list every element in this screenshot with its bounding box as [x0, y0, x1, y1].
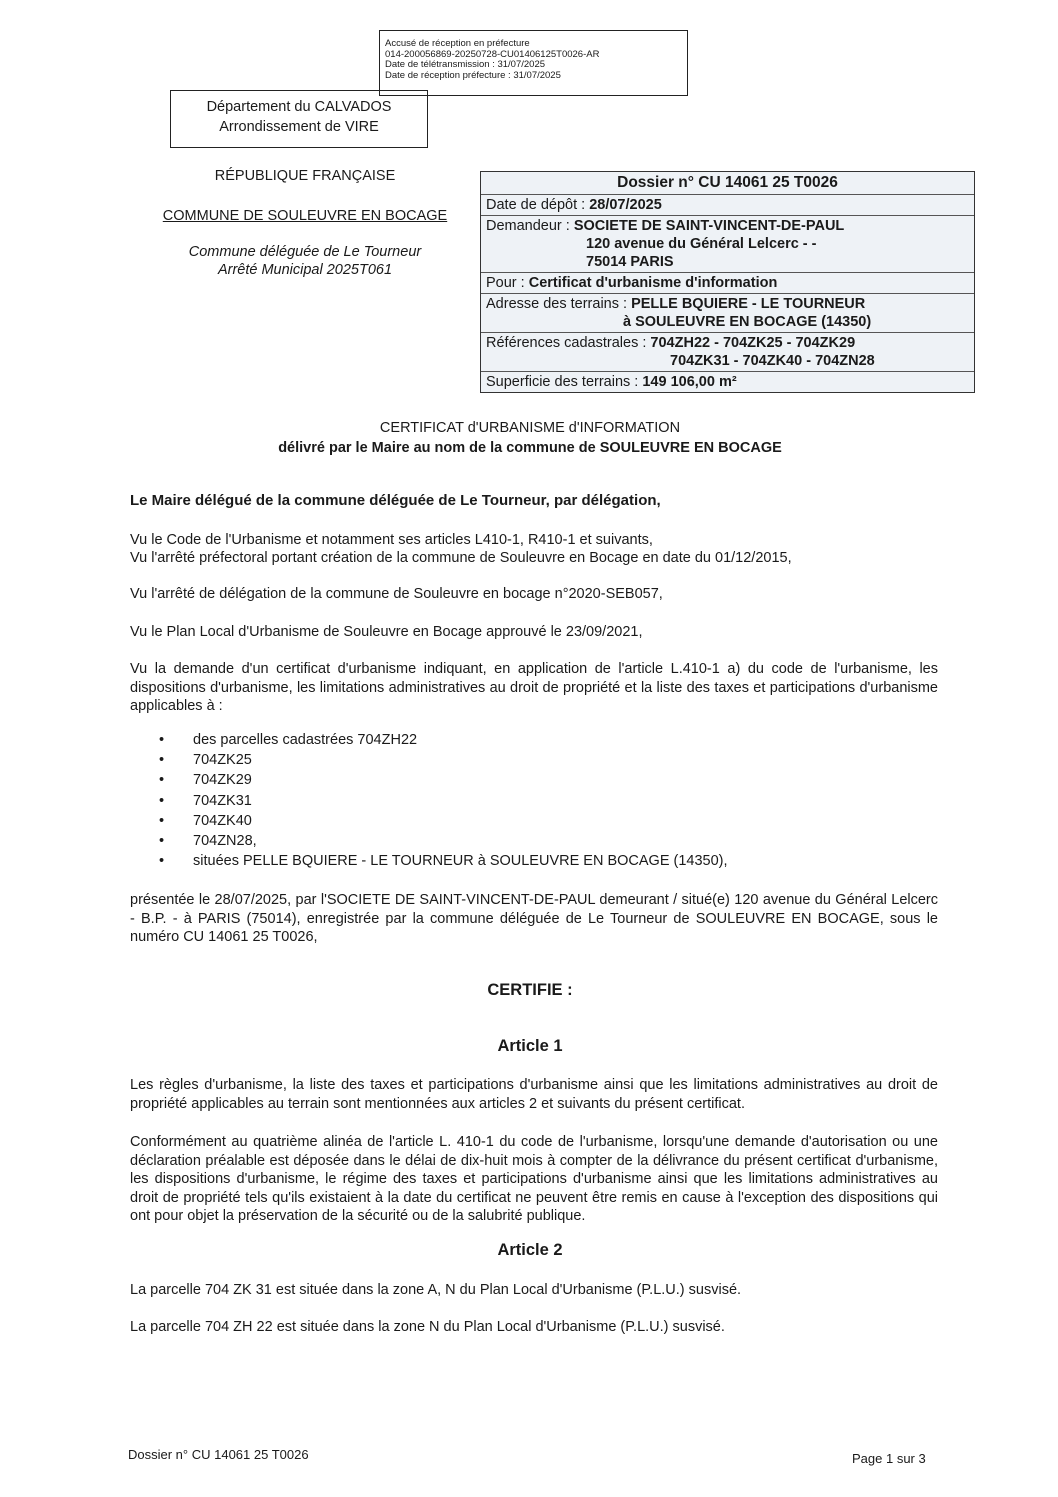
vu-code-urbanisme: Vu le Code de l'Urbanisme et notamment ses articles L410-1, R410-1 et suivants, [130, 532, 653, 548]
presented-paragraph: présentée le 28/07/2025, par l'SOCIETE DE SAINT-VINCENT-DE-PAUL demeurant / situé(e) 120 avenue du Général Lelcerc - B.P. - à PARIS (75014), enregistrée par la commune déléguée de Le Tourneur de SOULEUVRE EN BOCAGE, sous le numéro CU 14061 25 T0026, [130, 892, 938, 945]
applicant-city: 75014 PARIS [586, 254, 674, 270]
stamp-reception-date: Date de réception préfecture : 31/07/2025 [385, 69, 561, 81]
article-2-title: Article 2 [497, 1241, 563, 1259]
page-number: Page 1 sur 3 [852, 1451, 926, 1466]
arrondissement-name: VIRE [344, 119, 379, 135]
article-1-paragraph-2: Conformément au quatrième alinéa de l'article L. 410-1 du code de l'urbanisme, lorsqu'une demande d'autorisation ou une déclaration préalable est déposée dans le délai de dix-huit mois à compter de la délivrance du présent certificat d'urbanisme, les dispositions d'urbanisme, le régime des taxes et participations d'urbanisme ainsi que les limitations administratives au droit de propriété tels qu'ils existaient à la date du certificat ne peuvent être remis en cause à l'exception des dispositions qui ont pour objet la préservation de la sécurité ou de la salubrité publique. [130, 1134, 938, 1224]
prefecture-receipt-stamp [379, 30, 688, 96]
applicant-address: 120 avenue du Général Lelcerc - - [586, 236, 817, 252]
purpose-row: Pour : Certificat d'urbanisme d'information [481, 272, 974, 293]
vu-arrete-delegation: Vu l'arrêté de délégation de la commune de Souleuvre en bocage n°2020-SEB057, [130, 586, 663, 602]
republic-heading: RÉPUBLIQUE FRANÇAISE [214, 168, 396, 184]
vu-plu: Vu le Plan Local d'Urbanisme de Souleuvre en Bocage approuvé le 23/09/2021, [130, 624, 643, 640]
dossier-number: Dossier n° CU 14061 25 T0026 [617, 174, 838, 191]
article-1-paragraph-1: Les règles d'urbanisme, la liste des taxes et participations d'urbanisme ainsi que les limitations administratives au droit de propriété applicables au terrain sont mentionnées aux articles 2 et suivants du présent certificat. [130, 1077, 938, 1112]
cadastral-refs: 704ZH22 - 704ZK25 - 704ZK29 [650, 335, 856, 351]
mayor-statement: Le Maire délégué de la commune déléguée de Le Tourneur, par délégation, [130, 492, 661, 509]
department-name: CALVADOS [314, 99, 392, 115]
certificate-title: CERTIFICAT d'URBANISME d'INFORMATION [379, 420, 681, 436]
purpose-value: Certificat d'urbanisme d'information [528, 275, 778, 291]
department-line: Département du CALVADOS [206, 99, 392, 115]
certificate-subtitle: délivré par le Maire au nom de la commune de SOULEUVRE EN BOCAGE [278, 440, 782, 456]
applicant-row: Demandeur : SOCIETE DE SAINT-VINCENT-DE-PAUL 120 avenue du Général Lelcerc - - 75014 PARIS [481, 215, 974, 272]
deposit-date: 28/07/2025 [589, 197, 662, 213]
cadastral-refs-row: Références cadastrales : 704ZH22 - 704ZK25 - 704ZK29 704ZK31 - 704ZK40 - 704ZN28 [481, 332, 974, 371]
land-area: 149 106,00 m² [642, 374, 737, 390]
list-item: • 704ZK29 [158, 770, 728, 790]
dossier-info-table [480, 171, 975, 393]
land-address-row: Adresse des terrains : PELLE BQUIERE - LE TOURNEUR à SOULEUVRE EN BOCAGE (14350) [481, 293, 974, 332]
deposit-date-row: Date de dépôt : 28/07/2025 [481, 194, 974, 215]
stamp-reference: 014-200056869-20250728-CU01406125T0026-AR [385, 48, 600, 60]
delegated-commune-name: Le Tourneur [343, 244, 422, 260]
commune-heading: COMMUNE DE SOULEUVRE EN BOCAGE [162, 208, 448, 224]
parcel-list [158, 730, 728, 871]
applicant-name: SOCIETE DE SAINT-VINCENT-DE-PAUL [573, 218, 845, 234]
article-2-paragraph-1: La parcelle 704 ZK 31 est située dans la zone A, N du Plan Local d'Urbanisme (P.L.U.) susvisé. [130, 1282, 742, 1298]
land-area-row: Superficie des terrains : 149 106,00 m² [481, 371, 974, 392]
delegated-commune-block: Commune déléguée de Le Tourneur Arrêté Municipal 2025T061 [120, 243, 490, 279]
footer-dossier-number: Dossier n° CU 14061 25 T0026 [128, 1447, 309, 1462]
certifie-heading: CERTIFIE : [487, 981, 573, 999]
list-item: • situées PELLE BQUIERE - LE TOURNEUR à SOULEUVRE EN BOCAGE (14350), [158, 851, 728, 871]
vu-arrete-prefectoral: Vu l'arrêté préfectoral portant création de la commune de Souleuvre en Bocage en date du 01/12/2015, [130, 550, 792, 566]
department-box [170, 90, 428, 148]
list-item: • 704ZK40 [158, 811, 728, 831]
list-item: • 704ZK25 [158, 750, 728, 770]
vu-demande: Vu la demande d'un certificat d'urbanisme indiquant, en application de l'article L.410-1 a) du code de l'urbanisme, les dispositions d'urbanisme, les limitations administratives au droit de propriété et la liste des taxes et participations d'urbanisme applicables à : [130, 661, 938, 714]
municipal-order-number: Arrêté Municipal 2025T061 [217, 262, 393, 278]
land-address-commune: à SOULEUVRE EN BOCAGE (14350) [623, 314, 872, 330]
cadastral-refs-cont: 704ZK31 - 704ZK40 - 704ZN28 [670, 353, 875, 369]
article-2-paragraph-2: La parcelle 704 ZH 22 est située dans la zone N du Plan Local d'Urbanisme (P.L.U.) susvisé. [130, 1319, 725, 1335]
stamp-line: Accusé de réception en préfecture [385, 38, 530, 49]
land-address: PELLE BQUIERE - LE TOURNEUR [631, 296, 866, 312]
article-1-title: Article 1 [497, 1037, 563, 1055]
list-item: • 704ZK31 [158, 791, 728, 811]
list-item: • 704ZN28, [158, 831, 728, 851]
stamp-transmission-date: Date de télétransmission : 31/07/2025 [385, 59, 546, 70]
arrondissement-line: Arrondissement de VIRE [219, 119, 379, 135]
list-item: • des parcelles cadastrées 704ZH22 [158, 730, 728, 750]
